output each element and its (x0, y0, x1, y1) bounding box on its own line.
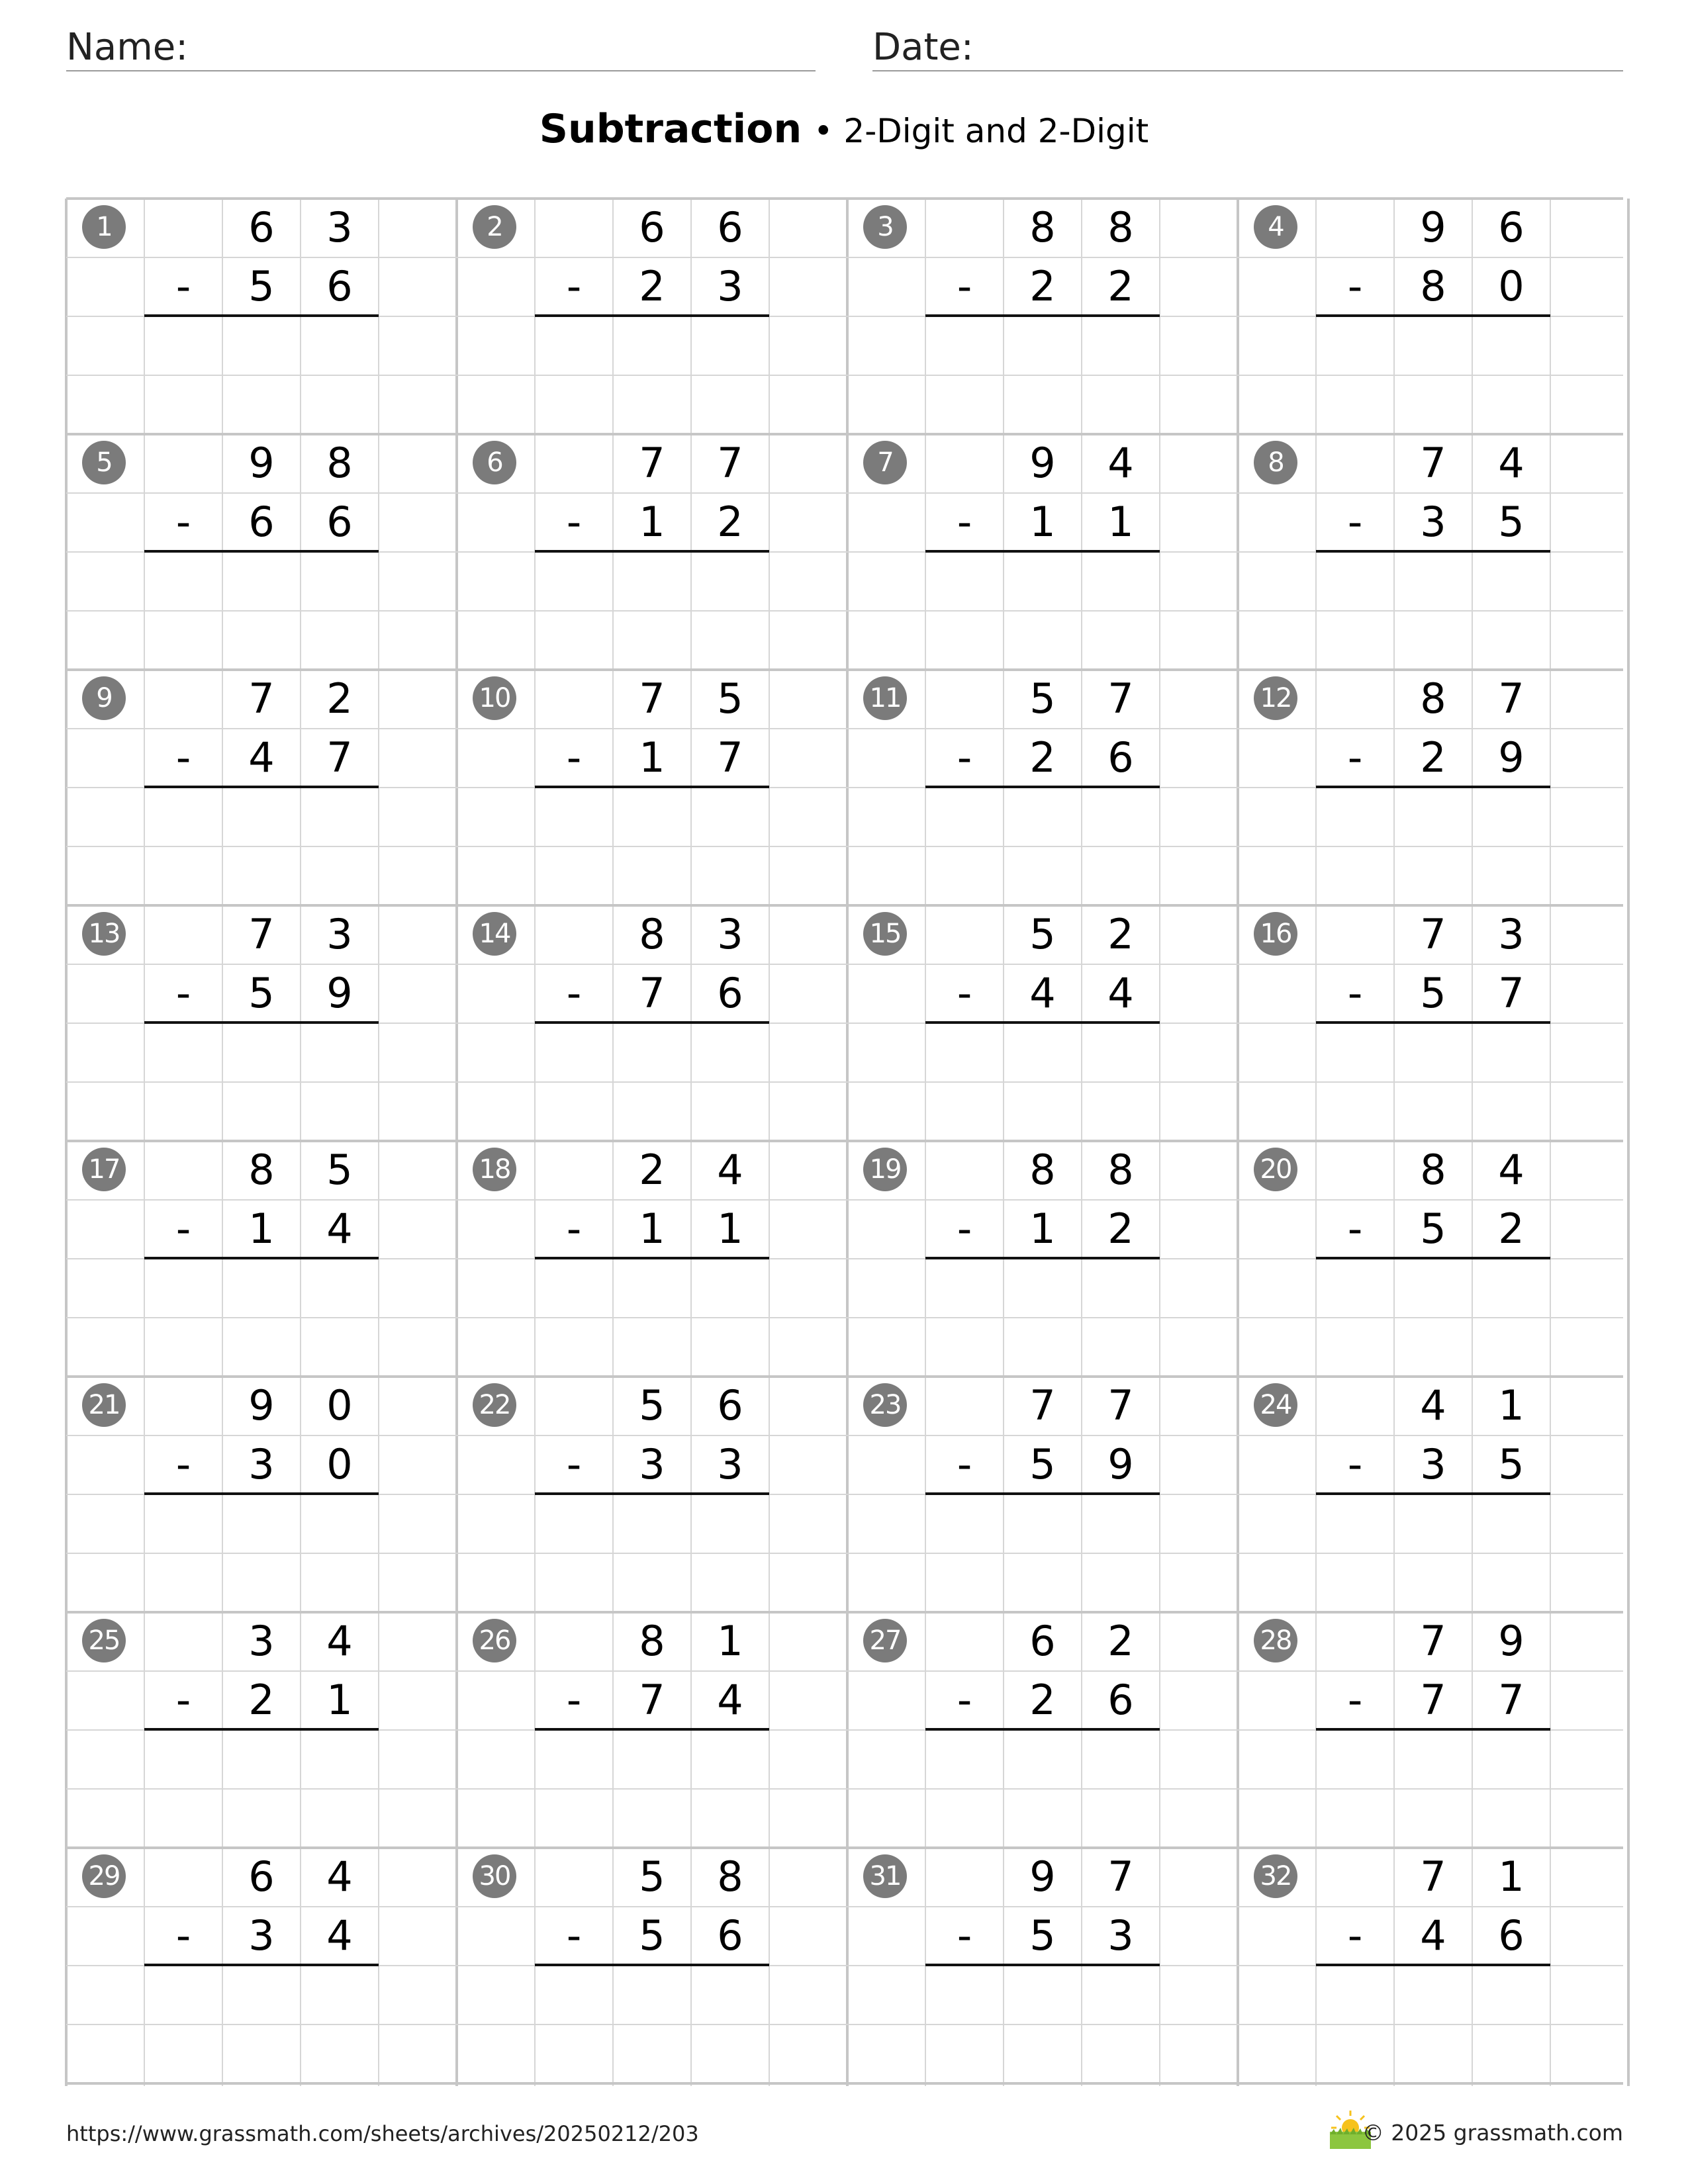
problem-number-badge: 26 (473, 1619, 516, 1662)
answer-line (1316, 1728, 1550, 1731)
subtrahend-tens-digit: 1 (1029, 1205, 1056, 1253)
minuend-tens-digit: 8 (248, 1146, 275, 1194)
problem-number-badge: 6 (473, 441, 516, 484)
subtrahend-ones-digit: 6 (1498, 1911, 1524, 1960)
answer-line (925, 786, 1160, 788)
grid-line-horizontal (66, 375, 1623, 376)
minuend-ones-digit: 1 (1498, 1852, 1524, 1901)
minuend-ones-digit: 7 (1107, 1852, 1134, 1901)
answer-line (144, 314, 379, 317)
subtrahend-ones-digit: 3 (1107, 1911, 1134, 1960)
answer-line (144, 1728, 379, 1731)
minuend-tens-digit: 8 (1029, 1146, 1056, 1194)
title-main: Subtraction (539, 106, 802, 152)
minuend-ones-digit: 2 (326, 674, 353, 723)
subtrahend-ones-digit: 5 (1498, 498, 1524, 546)
subtrahend-ones-digit: 0 (1498, 262, 1524, 310)
problem-number-badge: 10 (473, 676, 516, 720)
subtrahend-ones-digit: 6 (1107, 733, 1134, 782)
problem-number-badge: 9 (82, 676, 126, 720)
grid-line-vertical (846, 199, 849, 2086)
subtrahend-tens-digit: 5 (1420, 969, 1446, 1017)
minuend-ones-digit: 8 (717, 1852, 743, 1901)
subtrahend-ones-digit: 7 (326, 733, 353, 782)
grid-line-vertical (455, 199, 458, 2086)
minuend-ones-digit: 2 (1107, 910, 1134, 958)
problem-number-badge: 16 (1254, 912, 1297, 956)
subtrahend-tens-digit: 7 (1420, 1676, 1446, 1724)
subtrahend-ones-digit: 6 (717, 969, 743, 1017)
problem-number-badge: 12 (1254, 676, 1297, 720)
problem-number-badge: 8 (1254, 441, 1297, 484)
minus-sign: - (957, 1676, 972, 1724)
minus-sign: - (175, 1440, 191, 1488)
subtrahend-ones-digit: 2 (717, 498, 743, 546)
title-subtitle: • 2-Digit and 2-Digit (814, 112, 1149, 150)
minuend-tens-digit: 7 (1420, 910, 1446, 958)
minuend-tens-digit: 5 (1029, 674, 1056, 723)
minus-sign: - (1347, 733, 1363, 782)
answer-line (925, 1021, 1160, 1024)
minuend-tens-digit: 8 (1420, 1146, 1446, 1194)
answer-line (144, 1021, 379, 1024)
minuend-ones-digit: 5 (717, 674, 743, 723)
minus-sign: - (1347, 1676, 1363, 1724)
answer-line (144, 1492, 379, 1495)
grid-line-vertical (925, 199, 926, 2086)
grid-line-vertical (1315, 199, 1317, 2086)
grid-line-vertical (1237, 199, 1239, 2086)
answer-line (1316, 1021, 1550, 1024)
minus-sign: - (957, 498, 972, 546)
minuend-tens-digit: 7 (639, 674, 665, 723)
minus-sign: - (957, 1205, 972, 1253)
minus-sign: - (566, 262, 582, 310)
problem-number-badge: 29 (82, 1854, 126, 1898)
grid-line-vertical (534, 199, 536, 2086)
problem-number-badge: 5 (82, 441, 126, 484)
answer-line (144, 1964, 379, 1966)
subtrahend-ones-digit: 6 (717, 1911, 743, 1960)
answer-line (535, 786, 769, 788)
answer-line (535, 1021, 769, 1024)
subtrahend-ones-digit: 3 (717, 262, 743, 310)
subtrahend-tens-digit: 2 (1029, 262, 1056, 310)
answer-line (535, 550, 769, 553)
subtrahend-ones-digit: 4 (1107, 969, 1134, 1017)
subtrahend-tens-digit: 8 (1420, 262, 1446, 310)
answer-line (1316, 786, 1550, 788)
problem-number-badge: 17 (82, 1148, 126, 1191)
minuend-ones-digit: 3 (717, 910, 743, 958)
minuend-tens-digit: 5 (639, 1381, 665, 1430)
problem-number-badge: 27 (863, 1619, 907, 1662)
subtrahend-ones-digit: 1 (326, 1676, 353, 1724)
problem-number-badge: 32 (1254, 1854, 1297, 1898)
minuend-ones-digit: 4 (326, 1617, 353, 1665)
problem-number-badge: 3 (863, 205, 907, 249)
minuend-tens-digit: 8 (1029, 203, 1056, 251)
problem-number-badge: 1 (82, 205, 126, 249)
answer-line (1316, 314, 1550, 317)
minuend-tens-digit: 6 (1029, 1617, 1056, 1665)
answer-line (144, 1257, 379, 1259)
minus-sign: - (175, 1205, 191, 1253)
minuend-ones-digit: 6 (717, 1381, 743, 1430)
problem-number-badge: 14 (473, 912, 516, 956)
subtrahend-tens-digit: 5 (1029, 1440, 1056, 1488)
grid-line-vertical (144, 199, 145, 2086)
answer-line (1316, 1964, 1550, 1966)
problem-number-badge: 2 (473, 205, 516, 249)
minuend-tens-digit: 9 (248, 1381, 275, 1430)
name-field[interactable] (66, 25, 816, 71)
answer-line (925, 1492, 1160, 1495)
problem-number-badge: 7 (863, 441, 907, 484)
minuend-ones-digit: 2 (1107, 1617, 1134, 1665)
subtrahend-tens-digit: 3 (248, 1440, 275, 1488)
subtrahend-ones-digit: 2 (1498, 1205, 1524, 1253)
minus-sign: - (175, 262, 191, 310)
grid-line-horizontal (66, 1317, 1623, 1318)
minus-sign: - (175, 733, 191, 782)
minus-sign: - (957, 733, 972, 782)
answer-line (144, 550, 379, 553)
minuend-tens-digit: 8 (639, 1617, 665, 1665)
minuend-ones-digit: 1 (1498, 1381, 1524, 1430)
answer-line (535, 1257, 769, 1259)
minuend-tens-digit: 7 (248, 674, 275, 723)
minuend-tens-digit: 3 (248, 1617, 275, 1665)
subtrahend-ones-digit: 1 (1107, 498, 1134, 546)
minuend-ones-digit: 6 (717, 203, 743, 251)
subtrahend-tens-digit: 2 (248, 1676, 275, 1724)
answer-line (1316, 1492, 1550, 1495)
minuend-ones-digit: 3 (326, 203, 353, 251)
minus-sign: - (566, 969, 582, 1017)
subtrahend-tens-digit: 1 (1029, 498, 1056, 546)
subtrahend-tens-digit: 1 (248, 1205, 275, 1253)
answer-line (925, 314, 1160, 317)
minuend-tens-digit: 6 (248, 203, 275, 251)
minuend-ones-digit: 7 (717, 439, 743, 487)
minus-sign: - (175, 1911, 191, 1960)
subtrahend-tens-digit: 5 (248, 262, 275, 310)
subtrahend-ones-digit: 6 (1107, 1676, 1134, 1724)
problem-number-badge: 25 (82, 1619, 126, 1662)
subtrahend-ones-digit: 9 (1498, 733, 1524, 782)
minus-sign: - (566, 1440, 582, 1488)
answer-line (144, 786, 379, 788)
problem-number-badge: 30 (473, 1854, 516, 1898)
grid-line-horizontal (66, 610, 1623, 612)
minuend-ones-digit: 7 (1498, 674, 1524, 723)
minuend-tens-digit: 9 (1420, 203, 1446, 251)
subtrahend-ones-digit: 4 (717, 1676, 743, 1724)
subtrahend-tens-digit: 2 (1029, 1676, 1056, 1724)
subtrahend-ones-digit: 3 (717, 1440, 743, 1488)
subtrahend-tens-digit: 5 (1420, 1205, 1446, 1253)
minus-sign: - (957, 969, 972, 1017)
minuend-tens-digit: 7 (248, 910, 275, 958)
minus-sign: - (566, 1205, 582, 1253)
minuend-tens-digit: 9 (248, 439, 275, 487)
minuend-tens-digit: 9 (1029, 1852, 1056, 1901)
problem-number-badge: 22 (473, 1383, 516, 1427)
minuend-ones-digit: 4 (717, 1146, 743, 1194)
answer-line (535, 1964, 769, 1966)
subtrahend-tens-digit: 4 (1420, 1911, 1446, 1960)
problem-number-badge: 13 (82, 912, 126, 956)
minuend-tens-digit: 7 (1029, 1381, 1056, 1430)
minuend-ones-digit: 1 (717, 1617, 743, 1665)
problem-number-badge: 28 (1254, 1619, 1297, 1662)
answer-line (925, 550, 1160, 553)
problem-number-badge: 18 (473, 1148, 516, 1191)
subtrahend-ones-digit: 5 (1498, 1440, 1524, 1488)
minuend-tens-digit: 7 (639, 439, 665, 487)
subtrahend-tens-digit: 3 (248, 1911, 275, 1960)
subtrahend-ones-digit: 6 (326, 262, 353, 310)
minuend-ones-digit: 3 (326, 910, 353, 958)
answer-line (535, 314, 769, 317)
minus-sign: - (1347, 969, 1363, 1017)
minuend-tens-digit: 7 (1420, 1617, 1446, 1665)
problem-number-badge: 31 (863, 1854, 907, 1898)
minuend-ones-digit: 4 (1498, 1146, 1524, 1194)
grid-line-horizontal (66, 1081, 1623, 1083)
grid-line-horizontal (66, 1553, 1623, 1554)
minuend-tens-digit: 6 (248, 1852, 275, 1901)
footer-copyright: © 2025 grassmath.com (1362, 2120, 1623, 2146)
minuend-ones-digit: 4 (326, 1852, 353, 1901)
subtrahend-tens-digit: 4 (248, 733, 275, 782)
grid-line-horizontal (66, 846, 1623, 847)
minus-sign: - (566, 733, 582, 782)
minuend-tens-digit: 2 (639, 1146, 665, 1194)
answer-line (535, 1492, 769, 1495)
problem-number-badge: 15 (863, 912, 907, 956)
subtrahend-tens-digit: 6 (248, 498, 275, 546)
answer-line (925, 1257, 1160, 1259)
date-label: Date: (872, 26, 974, 69)
minuend-ones-digit: 3 (1498, 910, 1524, 958)
answer-line (925, 1964, 1160, 1966)
subtrahend-tens-digit: 2 (1029, 733, 1056, 782)
minus-sign: - (566, 1676, 582, 1724)
grid-line-horizontal (66, 2082, 1623, 2085)
minus-sign: - (1347, 1440, 1363, 1488)
minuend-tens-digit: 7 (1420, 1852, 1446, 1901)
subtrahend-tens-digit: 3 (639, 1440, 665, 1488)
subtrahend-ones-digit: 2 (1107, 262, 1134, 310)
grid-line-horizontal (66, 1788, 1623, 1790)
minuend-tens-digit: 6 (639, 203, 665, 251)
grid-line-vertical (1627, 199, 1630, 2086)
problem-number-badge: 19 (863, 1148, 907, 1191)
subtrahend-tens-digit: 7 (639, 969, 665, 1017)
subtrahend-ones-digit: 7 (1498, 1676, 1524, 1724)
subtrahend-tens-digit: 2 (1420, 733, 1446, 782)
minus-sign: - (175, 969, 191, 1017)
subtrahend-ones-digit: 9 (1107, 1440, 1134, 1488)
problem-number-badge: 11 (863, 676, 907, 720)
answer-line (535, 1728, 769, 1731)
subtrahend-tens-digit: 5 (1029, 1911, 1056, 1960)
minus-sign: - (957, 1911, 972, 1960)
minuend-tens-digit: 5 (639, 1852, 665, 1901)
minuend-ones-digit: 4 (1107, 439, 1134, 487)
date-field[interactable] (872, 25, 1623, 71)
subtrahend-ones-digit: 7 (717, 733, 743, 782)
minuend-tens-digit: 8 (639, 910, 665, 958)
subtrahend-tens-digit: 4 (1029, 969, 1056, 1017)
problem-number-badge: 4 (1254, 205, 1297, 249)
minus-sign: - (957, 262, 972, 310)
subtrahend-tens-digit: 2 (639, 262, 665, 310)
problem-number-badge: 23 (863, 1383, 907, 1427)
minus-sign: - (957, 1440, 972, 1488)
minuend-tens-digit: 9 (1029, 439, 1056, 487)
subtrahend-tens-digit: 1 (639, 1205, 665, 1253)
subtrahend-tens-digit: 7 (639, 1676, 665, 1724)
minuend-ones-digit: 7 (1107, 1381, 1134, 1430)
subtrahend-ones-digit: 2 (1107, 1205, 1134, 1253)
subtrahend-ones-digit: 1 (717, 1205, 743, 1253)
answer-line (925, 1728, 1160, 1731)
minus-sign: - (1347, 1205, 1363, 1253)
minuend-ones-digit: 8 (1107, 203, 1134, 251)
minus-sign: - (1347, 1911, 1363, 1960)
subtrahend-ones-digit: 6 (326, 498, 353, 546)
problem-number-badge: 20 (1254, 1148, 1297, 1191)
minuend-ones-digit: 8 (1107, 1146, 1134, 1194)
subtrahend-ones-digit: 9 (326, 969, 353, 1017)
worksheet-title (0, 103, 1688, 158)
subtrahend-ones-digit: 4 (326, 1911, 353, 1960)
minuend-ones-digit: 9 (1498, 1617, 1524, 1665)
problem-number-badge: 24 (1254, 1383, 1297, 1427)
problem-number-badge: 21 (82, 1383, 126, 1427)
minuend-tens-digit: 7 (1420, 439, 1446, 487)
minuend-tens-digit: 4 (1420, 1381, 1446, 1430)
problem-grid (66, 199, 1623, 2086)
minuend-ones-digit: 8 (326, 439, 353, 487)
grid-line-horizontal (66, 2024, 1623, 2025)
subtrahend-tens-digit: 3 (1420, 498, 1446, 546)
subtrahend-ones-digit: 4 (326, 1205, 353, 1253)
footer-url: https://www.grassmath.com/sheets/archives/20250212/203 (66, 2121, 699, 2146)
minus-sign: - (1347, 262, 1363, 310)
minus-sign: - (1347, 498, 1363, 546)
minuend-ones-digit: 7 (1107, 674, 1134, 723)
subtrahend-tens-digit: 5 (639, 1911, 665, 1960)
subtrahend-tens-digit: 1 (639, 733, 665, 782)
minuend-ones-digit: 5 (326, 1146, 353, 1194)
minus-sign: - (175, 1676, 191, 1724)
minuend-ones-digit: 6 (1498, 203, 1524, 251)
minus-sign: - (566, 1911, 582, 1960)
minuend-tens-digit: 5 (1029, 910, 1056, 958)
subtrahend-tens-digit: 1 (639, 498, 665, 546)
minuend-ones-digit: 0 (326, 1381, 353, 1430)
minuend-ones-digit: 4 (1498, 439, 1524, 487)
subtrahend-ones-digit: 7 (1498, 969, 1524, 1017)
subtrahend-ones-digit: 0 (326, 1440, 353, 1488)
subtrahend-tens-digit: 5 (248, 969, 275, 1017)
minus-sign: - (175, 498, 191, 546)
name-label: Name: (66, 26, 189, 69)
minuend-tens-digit: 8 (1420, 674, 1446, 723)
grid-line-vertical (65, 199, 68, 2086)
answer-line (1316, 550, 1550, 553)
subtrahend-tens-digit: 3 (1420, 1440, 1446, 1488)
minus-sign: - (566, 498, 582, 546)
answer-line (1316, 1257, 1550, 1259)
